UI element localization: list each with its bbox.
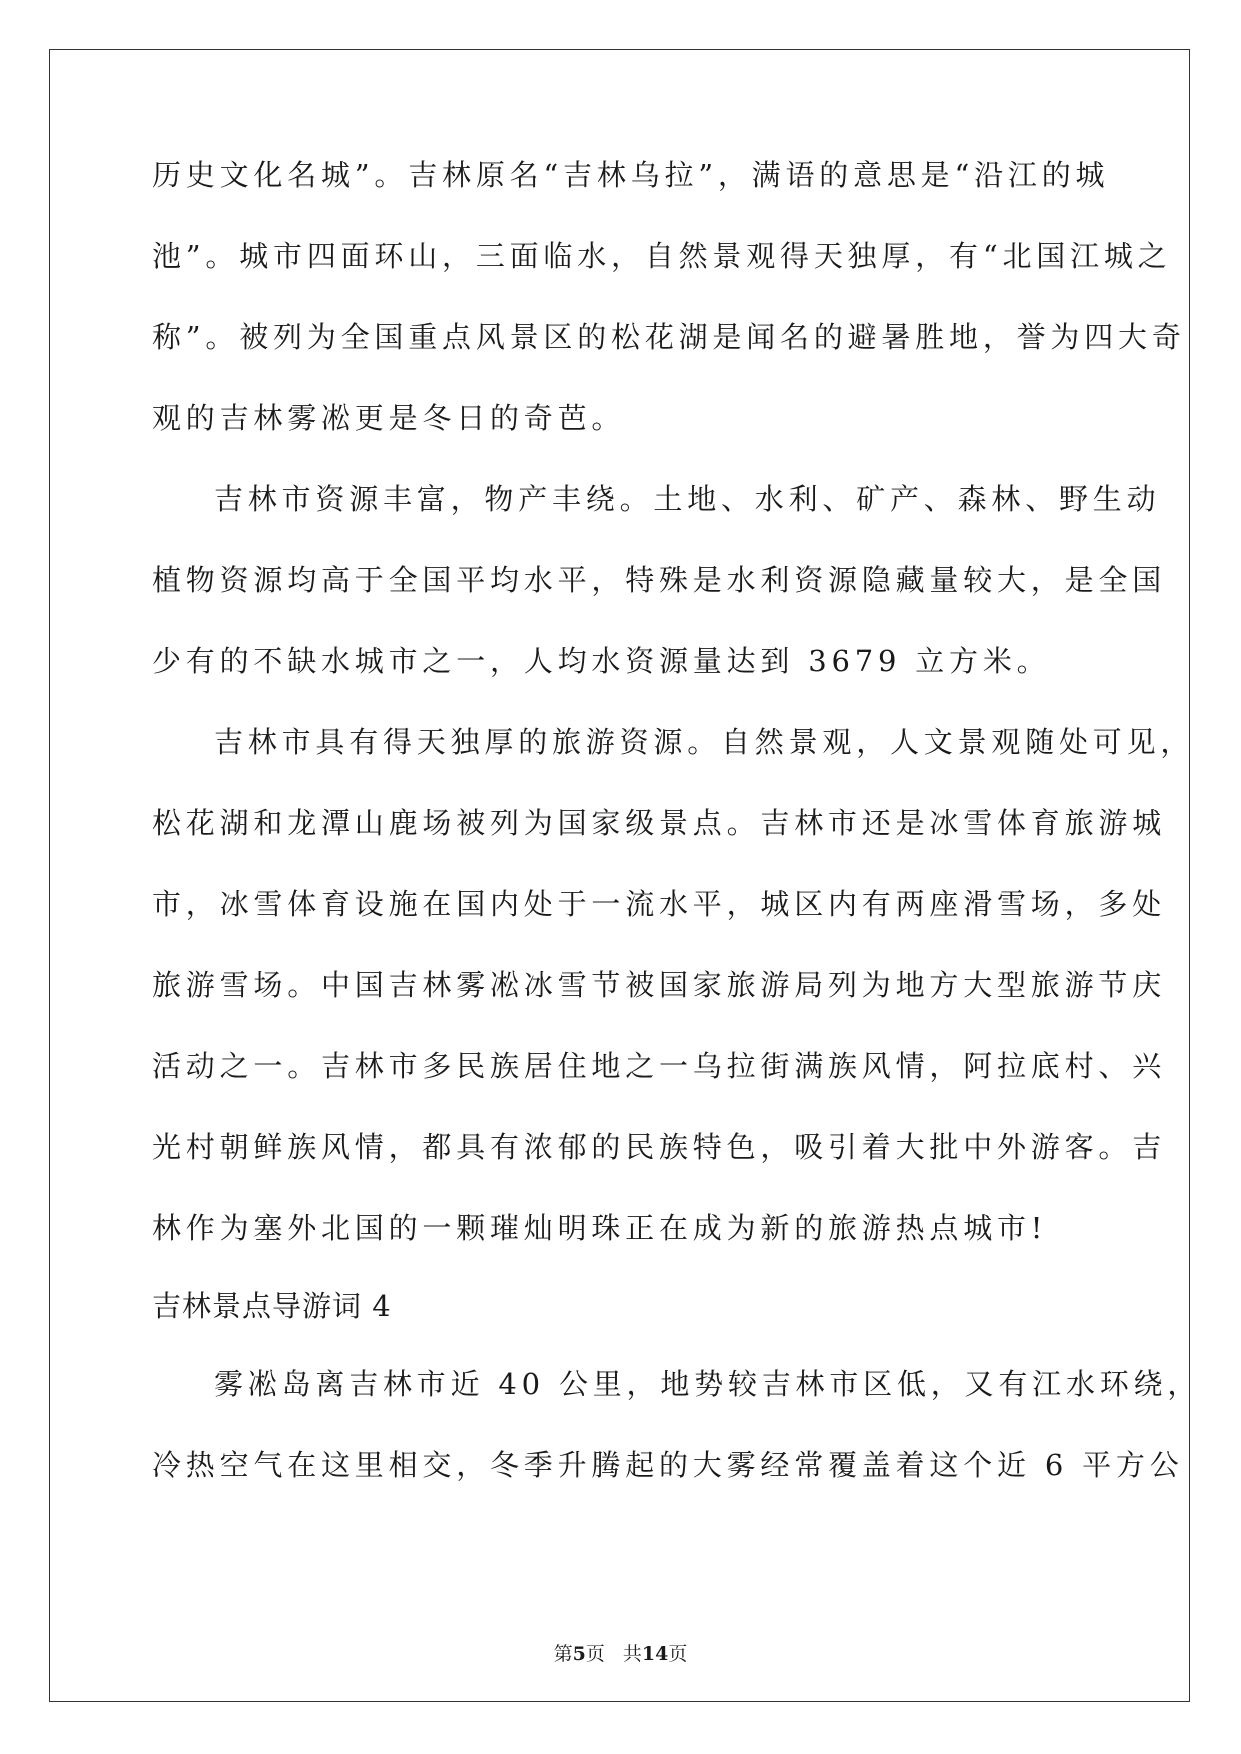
- text-line: 松花湖和龙潭山鹿场被列为国家级景点。吉林市还是冰雪体育旅游城: [152, 806, 1167, 840]
- footer-page-suffix: 页: [585, 1643, 605, 1665]
- text-line: 历史文化名城”。吉林原名“吉林乌拉”，满语的意思是“沿江的城: [152, 158, 1110, 192]
- total-page-count: 14: [641, 1643, 669, 1665]
- footer-total-prefix: 共: [622, 1643, 642, 1665]
- paragraph-first-line: 吉林市具有得天独厚的旅游资源。自然景观，人文景观随处可见，: [214, 725, 1195, 759]
- text-line: 旅游雪场。中国吉林雾凇冰雪节被国家旅游局列为地方大型旅游节庆: [152, 968, 1167, 1002]
- footer-total-suffix: 页: [668, 1643, 688, 1665]
- text-line: 观的吉林雾凇更是冬日的奇芭。: [152, 401, 626, 435]
- footer-prefix: 第: [553, 1643, 573, 1665]
- paragraph-first-line: 吉林市资源丰富，物产丰绕。土地、水利、矿产、森林、野生动: [214, 482, 1161, 516]
- paragraph-first-line: 雾凇岛离吉林市近 40 公里，地势较吉林市区低，又有江水环绕，: [214, 1367, 1202, 1401]
- text-line: 称”。被列为全国重点风景区的松花湖是闻名的避暑胜地，誉为四大奇: [152, 320, 1186, 354]
- text-line: 冷热空气在这里相交，冬季升腾起的大雾经常覆盖着这个近 6 平方公: [152, 1448, 1184, 1482]
- section-heading: 吉林景点导游词 4: [152, 1289, 392, 1323]
- page-footer: [0, 1643, 1241, 1665]
- current-page-number: 5: [572, 1643, 586, 1665]
- text-line: 活动之一。吉林市多民族居住地之一乌拉街满族风情，阿拉底村、兴: [152, 1049, 1167, 1083]
- text-line: 林作为塞外北国的一颗璀灿明珠正在成为新的旅游热点城市!: [152, 1211, 1048, 1245]
- text-line: 池”。城市四面环山，三面临水，自然景观得天独厚，有“北国江城之: [152, 239, 1172, 273]
- text-line: 光村朝鲜族风情，都具有浓郁的民族特色，吸引着大批中外游客。吉: [152, 1130, 1167, 1164]
- text-line: 少有的不缺水城市之一，人均水资源量达到 3679 立方米。: [152, 644, 1051, 678]
- text-line: 市，冰雪体育设施在国内处于一流水平，城区内有两座滑雪场，多处: [152, 887, 1167, 921]
- text-line: 植物资源均高于全国平均水平，特殊是水利资源隐藏量较大，是全国: [152, 563, 1167, 597]
